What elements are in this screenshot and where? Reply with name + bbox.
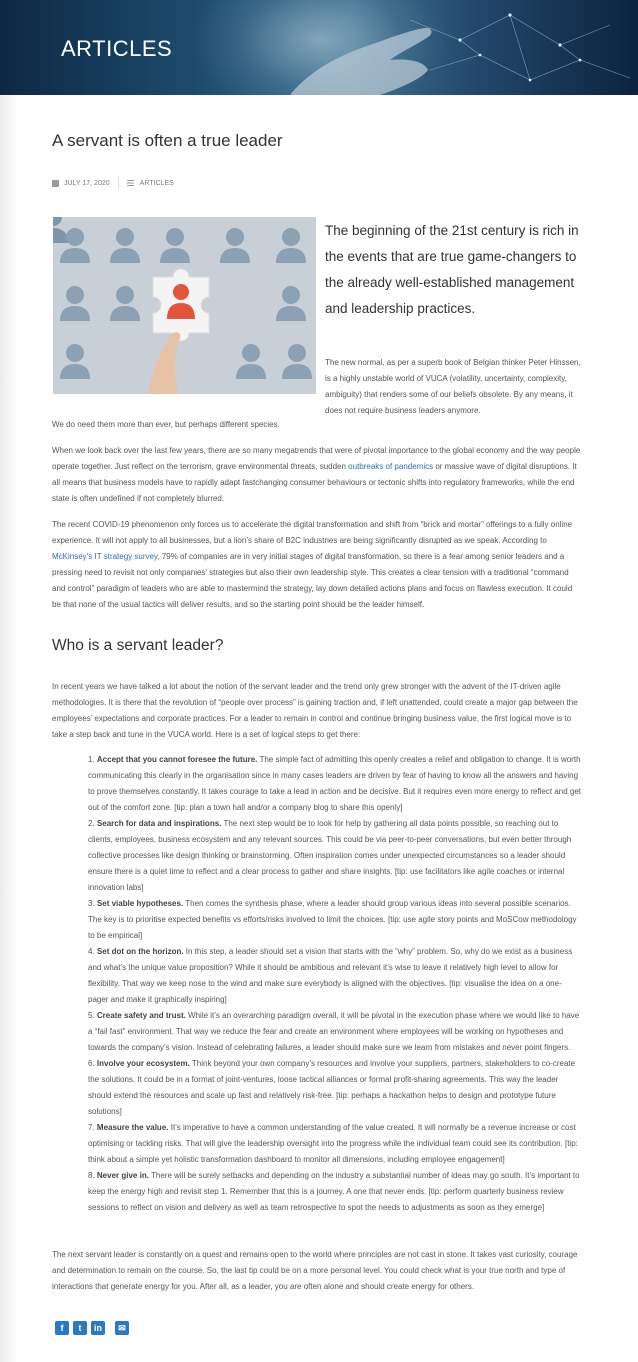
step-title: Set dot on the horizon. (96, 947, 184, 956)
linkedin-share-icon[interactable]: in (91, 1321, 105, 1335)
step-title: Search for data and inspirations. (96, 819, 222, 828)
step-text: In this step, a leader should set a vision that starts with the “why” problem. So, why do we exist as a business and what’s the unique value proposition? While it should be ambitious and relevant it’s wise to leave it relatively high level to allow for flexibility. That way we keep nose to the wind and make sure everybody is aligned with the objectives. [tip: visualise the idea on a one-pager and make it graphically inspiring] (88, 947, 573, 1004)
step-text: Think beyond your own company’s resources and involve your suppliers, partners, stakeholders to co-create the solutions. It could be in a format of joint-ventures, loose tactical alliances or formal profit-sharing agreements. This way the leader should extend the resources and scale up fast and relatively risk-free. [tip: perhaps a hackathon helps to design and prototype future solutions] (88, 1059, 576, 1116)
step-number: 3. (88, 899, 97, 908)
paragraph-megatrends (52, 443, 582, 507)
paragraph-text: , 79% of companies are in very initial stages of digital transformation, so there is a fear among senior leaders and a pressing need to revisit not only companies’ strategies but also their own leadership style. This creates a clear tension with a traditional “command and control” paradigm of leaders who are able to mastermind the strategy, lay down detailed actions plans and focus on flawless execution. It could be that none of the usual tactics will deliver results, and so the starting point should be the leader himself. (52, 552, 573, 609)
paragraph-text: When we look back over the last few years, there are so many megatrends that were of pivotal importance to the global economy and the way people operate together. Just reflect on the terrorism, grave environmental threats, sudden (52, 446, 581, 471)
intro-paragraph: The new normal, as per a superb book of Belgian thinker Peter Hinssen, is a highly unstable world of VUCA (volatility, uncertainty, complexity, ambiguity) that renders some of our beliefs obsolete. By any means, it does not require business leaders anymore. (325, 358, 581, 415)
section-heading: Who is a servant leader? (52, 637, 224, 654)
meta-divider (118, 177, 119, 189)
list-item (88, 896, 582, 944)
paragraph-servant-leader: In recent years we have talked a lot about the notion of the servant leader and the trend only grew stronger with the advent of the IT-driven agile methodologies. It is there that the revolution of “people over process” is gaining traction and, if left unattended, could create a major gap between the employees’ expectations and corporate practices. For a leader to remain in control and continue bringing business value, the first logical move is to take a step back and tune in the VUCA world. Here is a set of logical steps to get there: (52, 682, 578, 739)
list-item (88, 1056, 582, 1120)
puzzle-people-illustration (53, 217, 316, 394)
list-item (88, 1168, 582, 1216)
paragraph-text: or massive wave of digital disruptions. It all means that business models have to rapidly adapt fastchanging consumer behaviours or tectonic shifts into regulatory frameworks, while the end state is often undefined if not completely blurred. (52, 462, 577, 503)
pandemics-link[interactable]: outbreaks of pandemics (348, 462, 434, 471)
list-item (88, 752, 582, 816)
hero-network-graphic (400, 0, 638, 95)
email-share-icon[interactable]: ✉ (115, 1321, 129, 1335)
paragraph-text: The recent COVID-19 phenomenon only forces us to accelerate the digital transformation and shift from “brick and mortar” offerings to a fully online experience. It will not apply to all businesses, but a lion’s share of B2C industries are being significantly disrupted as we speak. According to (52, 520, 573, 545)
step-number: 1. (88, 755, 97, 764)
post-meta (52, 177, 174, 189)
step-text: There will be surely setbacks and depending on the industry a substantial number of ideas may go south. It’s important to keep the energy high and revisit step 1. Remember that this is a journey. A one that never ends. [tip: perform quarterly business review sessions to reflect on vision and delivery as well as team retrospective to spot the needs to adjustments as soon as they emerge] (88, 1171, 580, 1212)
list-item (88, 1008, 582, 1056)
category-icon (127, 180, 134, 186)
step-text: The next step would be to look for help by gathering all data points possible, so reaching out to clients, employees, business ecosystem and any relevant sources. This could be via peer-to-peer conversations, but even better through collective processes like design thinking or brainstorming. Often inspiration comes under unexpected circumstances so a leader should ensure there is a quiet time to reflect and a clear process to gather and share insights. [tip: use facilitators like agile coaches or internal innovation labs] (88, 819, 572, 892)
list-item (88, 1120, 582, 1168)
post-date: JULY 17, 2020 (64, 179, 110, 187)
step-title: Set viable hypotheses. (96, 899, 184, 908)
step-number: 4. (88, 947, 97, 956)
step-number: 5. (88, 1011, 97, 1020)
step-text: It’s imperative to have a common understanding of the value created. It will normally be a revenue increase or cost optimising or tackling risks. That will give the leadership oversight into the progress while the individual team could see its contribution. [tip: think about a simple yet holistic transformation dashboard to monitor all dimensions, including employee engagement] (88, 1123, 578, 1164)
step-number: 8. (88, 1171, 97, 1180)
list-item (88, 944, 582, 1008)
intro-paragraph-tail: We do need them more than ever, but perhaps different species. (52, 420, 280, 429)
lead-paragraph: The beginning of the 21st century is rich in the events that are true game-changers to the already well-established management and leadership practices. (325, 223, 579, 316)
step-title: Never give in. (96, 1171, 149, 1180)
page-shadow (0, 95, 18, 1362)
article-image (53, 217, 316, 394)
share-buttons (55, 1321, 129, 1335)
step-title: Create safety and trust. (96, 1011, 186, 1020)
step-title: Accept that you cannot foresee the future. (96, 755, 258, 764)
paragraph-conclusion: The next servant leader is constantly on a quest and remains open to the world where principles are not cast in stone. It takes vast curiosity, courage and determination to remain on the course. So, the last tip could be on a more personal level. You could check what is your true north and type of interactions that generate energy for you. After all, as a leader, you are often alone and should create energy for others. (52, 1250, 578, 1291)
step-text: Then comes the synthesis phase, where a leader should group various ideas into several possible scenarios. The key is to prioritise expected benefits vs efforts/risks involved to limit the choices. [tip: use agile story points and MoSCow methodology to be empirical] (88, 899, 577, 940)
step-text: The simple fact of admitting this openly creates a relief and obligation to change. It is worth communicating this clearly in the organisation since in many cases leaders are driven by fear of having to know all the answers and having to prove themselves constantly. It takes courage to take a lead in action and be decisive. But it requires even more energy to reflect and get out of the comfort zone. [tip: plan a town hall and/or a company blog to share this openly] (88, 755, 582, 812)
post-title: A servant is often a true leader (52, 131, 283, 150)
step-number: 2. (88, 819, 97, 828)
post-category[interactable]: ARTICLES (139, 179, 174, 187)
step-number: 7. (88, 1123, 97, 1132)
list-item (88, 816, 582, 896)
mckinsey-survey-link[interactable]: McKinsey’s IT strategy survey (52, 552, 158, 561)
step-title: Involve your ecosystem. (96, 1059, 190, 1068)
hero-title: ARTICLES (61, 36, 173, 61)
facebook-share-icon[interactable]: f (55, 1321, 69, 1335)
step-number: 6. (88, 1059, 97, 1068)
calendar-icon (52, 180, 59, 187)
step-title: Measure the value. (96, 1123, 169, 1132)
step-text: While it’s an overarching paradigm overall, it will be pivotal in the execution phase where we would like to have a “fail fast” environment. That way we reduce the fear and create an environment where employees will be working on hypotheses and towards the company’s vision. Instead of celebrating failures, a leader should make sure we learn from mistakes and never point fingers. (88, 1011, 580, 1052)
steps-list (88, 752, 582, 1216)
paragraph-covid (52, 517, 582, 613)
twitter-share-icon[interactable]: t (73, 1321, 87, 1335)
hero-banner (0, 0, 638, 95)
